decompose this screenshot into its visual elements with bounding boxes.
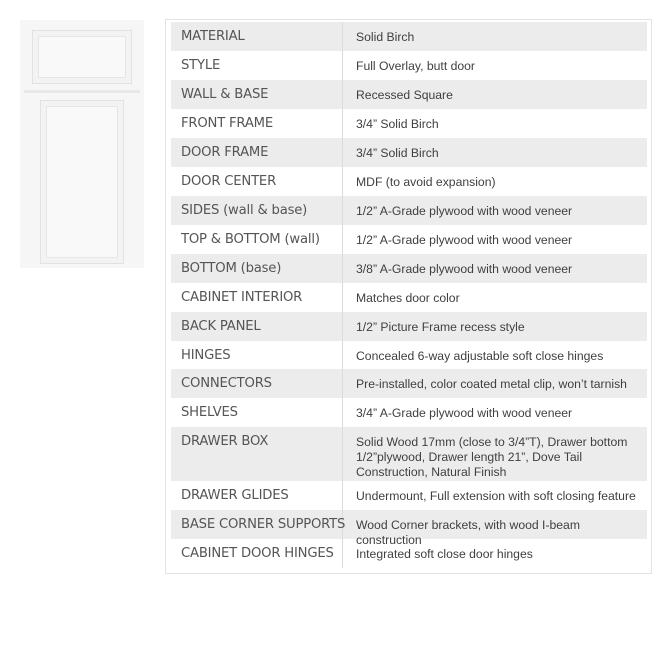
spec-row-cabinet-door-hinges [171, 539, 647, 568]
spec-label: BOTTOM (base) [171, 254, 343, 283]
spec-row-door-frame [171, 138, 647, 167]
spec-value: 3/4” Solid Birch [356, 117, 439, 131]
spec-label: DRAWER BOX [171, 427, 343, 481]
spec-value: Pre-installed, color coated metal clip, won’t tarnish [356, 377, 627, 391]
spec-value: Integrated soft close door hinges [356, 547, 533, 561]
spec-value: Full Overlay, butt door [356, 59, 475, 73]
spec-label: MATERIAL [171, 22, 343, 51]
specifications-table [165, 19, 652, 574]
spec-label: BASE CORNER SUPPORTS [171, 510, 343, 539]
spec-value: MDF (to avoid expansion) [356, 175, 496, 189]
spec-label: SHELVES [171, 398, 343, 427]
spec-value: Solid Birch [356, 30, 415, 44]
spec-label: HINGES [171, 341, 343, 369]
spec-label: STYLE [171, 51, 343, 80]
spec-row-style [171, 51, 647, 80]
spec-value: Recessed Square [356, 88, 453, 102]
spec-row-shelves [171, 398, 647, 427]
spec-label: CABINET INTERIOR [171, 283, 343, 312]
spec-value: 1/2” A-Grade plywood with wood veneer [356, 204, 573, 218]
spec-row-cabinet-interior [171, 283, 647, 312]
spec-row-connectors [171, 369, 647, 398]
spec-label: WALL & BASE [171, 80, 343, 109]
door-rail [24, 90, 140, 93]
spec-label: CONNECTORS [171, 369, 343, 398]
spec-value: Concealed 6-way adjustable soft close hinges [356, 349, 604, 363]
spec-value: 3/4” Solid Birch [356, 146, 439, 160]
spec-value: 3/8” A-Grade plywood with wood veneer [356, 262, 573, 276]
spec-value: 1/2” A-Grade plywood with wood veneer [356, 233, 573, 247]
spec-row-back-panel [171, 312, 647, 341]
spec-row-front-frame [171, 109, 647, 138]
spec-value: Matches door color [356, 291, 460, 305]
spec-label: BACK PANEL [171, 312, 343, 341]
spec-row-material [171, 22, 647, 51]
spec-value: Wood Corner brackets, with wood I-beam construction [356, 518, 580, 547]
spec-row-sides [171, 196, 647, 225]
spec-row-wall-base [171, 80, 647, 109]
spec-row-drawer-glides [171, 481, 647, 510]
spec-label: DRAWER GLIDES [171, 481, 343, 510]
spec-label: DOOR CENTER [171, 167, 343, 196]
spec-row-drawer-box [171, 427, 647, 481]
spec-label: DOOR FRAME [171, 138, 343, 167]
spec-value: Undermount, Full extension with soft closing feature [356, 489, 636, 503]
spec-row-base-corner-supports [171, 510, 647, 547]
spec-label: CABINET DOOR HINGES [171, 539, 343, 568]
spec-label: TOP & BOTTOM (wall) [171, 225, 343, 254]
door-upper-panel [32, 30, 132, 84]
spec-value: 1/2” Picture Frame recess style [356, 320, 525, 334]
spec-label: FRONT FRAME [171, 109, 343, 138]
spec-value: 3/4” A-Grade plywood with wood veneer [356, 406, 573, 420]
door-lower-panel [40, 100, 124, 264]
spec-row-bottom-base [171, 254, 647, 283]
spec-row-door-center [171, 167, 647, 196]
cabinet-door-image [20, 20, 144, 268]
spec-label: SIDES (wall & base) [171, 196, 343, 225]
spec-value: Solid Wood 17mm (close to 3/4”T), Drawer bottom 1/2”plywood, Drawer length 21”, Dove Tail Construction, Natural Finish [356, 435, 628, 479]
spec-row-top-bottom [171, 225, 647, 254]
spec-row-hinges [171, 341, 647, 369]
